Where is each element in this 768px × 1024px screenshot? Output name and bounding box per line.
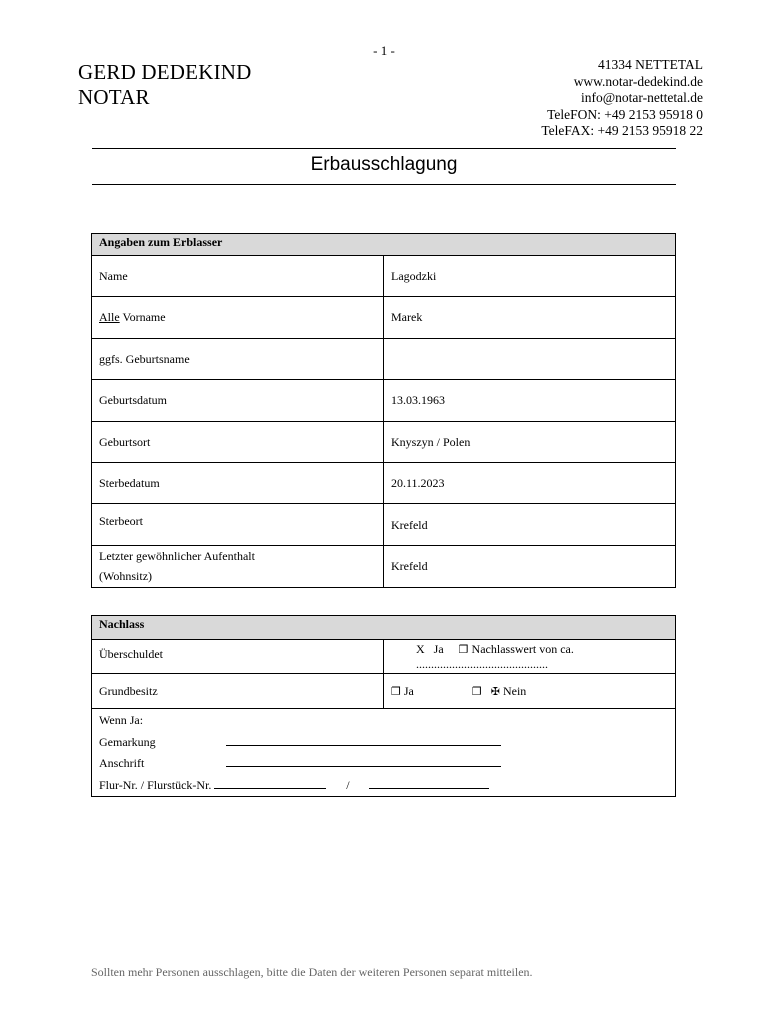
erblasser-heading: Angaben zum Erblasser bbox=[92, 234, 676, 256]
table-row bbox=[92, 709, 676, 797]
row-label: Sterbedatum bbox=[92, 463, 384, 504]
grundbesitz-nein-label: Nein bbox=[502, 683, 527, 698]
checkbox-icon[interactable]: ❐ bbox=[458, 642, 469, 656]
row-value[interactable]: Knyszyn / Polen bbox=[384, 422, 676, 463]
ueberschuldet-ja-mark[interactable]: X bbox=[416, 641, 425, 656]
contact-fax: TeleFAX: +49 2153 95918 22 bbox=[541, 123, 703, 139]
row-value[interactable]: Krefeld bbox=[384, 546, 676, 588]
nachlasswert-label: Nachlasswert von ca. ............................................ bbox=[416, 641, 574, 671]
contact-phone: TeleFON: +49 2153 95918 0 bbox=[547, 106, 703, 122]
gemarkung-label: Gemarkung bbox=[99, 734, 156, 749]
row-label: Geburtsdatum bbox=[92, 380, 384, 422]
contact-block bbox=[541, 57, 703, 140]
table-row bbox=[92, 640, 676, 674]
wenn-ja-block bbox=[92, 709, 676, 797]
wenn-ja-intro: Wenn Ja: bbox=[99, 713, 144, 727]
row-value[interactable]: Krefeld bbox=[384, 504, 676, 546]
flur-slash: / bbox=[346, 777, 350, 792]
table-row bbox=[92, 504, 676, 546]
row-label bbox=[92, 297, 384, 339]
title-rule-top bbox=[92, 148, 676, 149]
table-row bbox=[92, 380, 676, 422]
flur-line bbox=[99, 775, 668, 797]
table-row bbox=[92, 256, 676, 297]
label-rest: Vorname bbox=[119, 310, 166, 324]
checked-box-icon[interactable]: ✠ bbox=[490, 684, 500, 698]
ueberschuldet-label: Überschuldet bbox=[92, 640, 384, 674]
table-row bbox=[92, 463, 676, 504]
anschrift-field[interactable] bbox=[226, 754, 501, 767]
flur-label: Flur-Nr. / Flurstück-Nr. bbox=[99, 777, 212, 792]
gemarkung-field[interactable] bbox=[226, 733, 501, 746]
row-value[interactable]: Lagodzki bbox=[384, 256, 676, 297]
firm-name-line2: NOTAR bbox=[78, 85, 150, 109]
footer-note: Sollten mehr Personen ausschlagen, bitte die Daten der weiteren Personen separat mitteilen. bbox=[91, 965, 533, 979]
erblasser-table bbox=[91, 233, 676, 588]
row-label bbox=[92, 546, 384, 588]
row-label: Sterbeort bbox=[92, 504, 384, 546]
title-rule-bottom bbox=[92, 184, 676, 185]
flur-nr-field[interactable] bbox=[214, 776, 326, 789]
anschrift-line bbox=[99, 753, 668, 775]
table-row bbox=[92, 546, 676, 588]
grundbesitz-options bbox=[384, 674, 676, 709]
label-underlined: Alle bbox=[99, 310, 120, 324]
table-row bbox=[92, 674, 676, 709]
row-label: Geburtsort bbox=[92, 422, 384, 463]
row-label-line2: (Wohnsitz) bbox=[99, 569, 153, 583]
table-row bbox=[92, 339, 676, 380]
table-row bbox=[92, 422, 676, 463]
row-label: ggfs. Geburtsname bbox=[92, 339, 384, 380]
contact-address: 41334 NETTETAL bbox=[597, 57, 703, 72]
row-value[interactable]: 20.11.2023 bbox=[384, 463, 676, 504]
checkbox-icon[interactable]: ❐ bbox=[391, 684, 401, 698]
nachlass-table bbox=[91, 615, 676, 797]
document-title: Erbausschlagung bbox=[310, 154, 458, 175]
flurstueck-nr-field[interactable] bbox=[369, 776, 489, 789]
checkbox-icon[interactable]: ❐ bbox=[471, 684, 482, 698]
nachlass-heading: Nachlass bbox=[92, 616, 676, 640]
contact-email: info@notar-nettetal.de bbox=[581, 90, 703, 106]
contact-website: www.notar-dedekind.de bbox=[573, 73, 703, 89]
grundbesitz-label: Grundbesitz bbox=[92, 674, 384, 709]
row-label: Name bbox=[92, 256, 384, 297]
gemarkung-line bbox=[99, 732, 668, 754]
firm-name-line1: GERD DEDEKIND bbox=[78, 60, 252, 84]
table-row bbox=[92, 297, 676, 339]
ueberschuldet-ja-label: Ja bbox=[433, 641, 444, 656]
row-value[interactable]: 13.03.1963 bbox=[384, 380, 676, 422]
row-value[interactable] bbox=[384, 339, 676, 380]
row-label-line1: Letzter gewöhnlicher Aufenthalt bbox=[99, 549, 255, 563]
firm-name bbox=[78, 60, 252, 110]
ueberschuldet-options bbox=[384, 640, 676, 674]
row-value[interactable]: Marek bbox=[384, 297, 676, 339]
anschrift-label: Anschrift bbox=[99, 756, 145, 770]
page-number: - 1 - bbox=[373, 43, 395, 58]
grundbesitz-ja-label: Ja bbox=[403, 683, 414, 698]
